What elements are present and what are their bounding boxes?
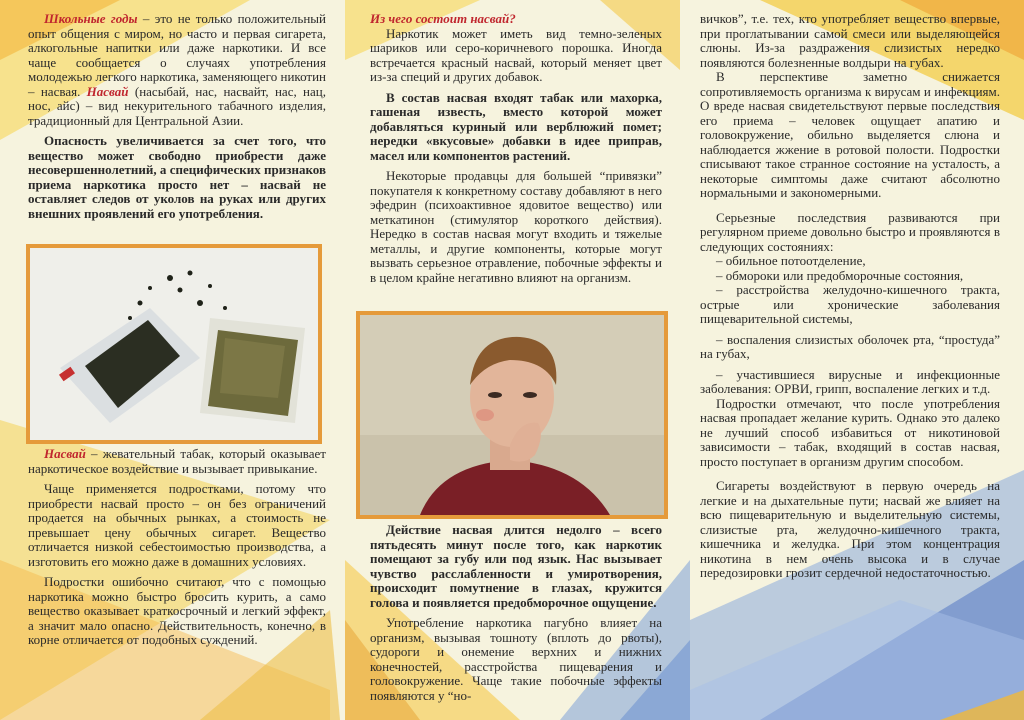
column-middle-top [370, 12, 662, 285]
nasvay-bags-photo [26, 244, 322, 444]
paragraph-composition: В состав насвая входят табак или махорка, гашеная известь, вместо которой может добавляться куриный или верблюжий помет; нередки «вкусовые» добавки в идее приправ, масел или компонентов растений. [370, 89, 662, 163]
nasvay-def-text: – жевательный табак, который оказывает наркотическое воздействие и вызывает привыкание. [28, 446, 326, 476]
paragraph-teens-use: Чаще применяется подростками, потому что приобрести насвай просто – он без ограничений продается на обычных рынках, а стоимость не превышает цену обычных сигарет. Вещество отличается низкой себестоимостью производства, а изготовить его можно даже в домашних условиях. [28, 481, 326, 569]
column-right [700, 12, 1000, 581]
paragraph-harm: Употребление наркотика пагубно влияет на организм, вызывая тошноту (вплоть до рвоты), судороги и онемение верхних и нижних конечностей, расстройства пищеварения и головокружение. Чаще такие побочные эффекты появляются у “но- [370, 615, 662, 703]
paragraph-danger: Опасность увеличивается за счет того, что вещество может свободно приобрести даже несовершеннолетний, а специфических признаков приема наркотика просто нет – насвай не оставляет следов от уколов на руках или других внешних проявлений его употребления. [28, 133, 326, 221]
highlight-nasvay: Насвай [86, 83, 129, 99]
intro-text-2: (насыбай, нас, насвайт, нас, нац, нос, айс) – вид некурительного табачного изделия, традиционный для Центральной Азии. [28, 83, 326, 128]
list-item: – участившиеся вирусные и инфекционные заболевания: ОРВИ, грипп, воспаление легких и т.д. [700, 366, 1000, 396]
young-man-image [360, 315, 664, 515]
paragraph-novices: вичков”, т.е. тех, кто употребляет вещество впервые, при проглатывании самой смеси или выделяющейся слюны. Из-за раздражения слизистых нередко появляются болезненные волдыри на губах. [700, 11, 1000, 70]
paragraph-additives: Некоторые продавцы для большей “привязки” покупателя к конкретному составу добавляют в него эфедрин (психоактивное ядовитое вещество) или меткатинон (стимулятор короткого действия). Нередко в состав насвая могут входить и тяжелые металлы, и другие компоненты, которые могут вызвать серьезное отравление, побочные эффекты и в целом крайне негативно влияют на организм. [370, 168, 662, 285]
column-left-top [28, 12, 326, 221]
list-item: – обильное потоотделение, [716, 253, 866, 268]
column-middle-bottom [370, 523, 662, 703]
section-heading-composition: Из чего состоит насвай? [370, 11, 516, 26]
paragraph-misconception: Подростки ошибочно считают, что с помощью наркотика можно быстро бросить курить, а само вещество оказывает краткосрочный и легкий эффект, а значит мало опасно. Действительность, конечно, в корне отличается от подобных суждений. [28, 574, 326, 647]
paragraph-intro [28, 12, 326, 128]
paragraph-nasvay-def [28, 447, 326, 476]
paragraph-effect-duration: Действие насвая длится недолго – всего пятьдесять минут после того, как наркотик помещают за губу или под язык. Нас вызывает чувство расслабленности и умиротворения, происходит помутнение в глазах, кружится голова и появляется предобморочное ощущение. [370, 522, 662, 610]
paragraph-serious-consequences: Серьезные последствия развиваются при регулярном приеме довольно быстро и проявляются в следующих состояниях: [700, 209, 1000, 254]
intro-text: – это не только положительный опыт общения с миром, но часто и первая сигарета, алкогольные напитки или даже наркотики. И все чаще сообщается о случаях употребления молодежью легкого наркотика, заменяющего никотин – насвая. [28, 11, 326, 99]
list-item: – расстройства желудочно-кишечного тракта, острые или хронические заболевания пищеварительной системы, [700, 282, 1000, 326]
highlight-school-years: Школьные годы [44, 11, 138, 26]
paragraph-cigarettes-vs-nasvay: Сигареты воздействуют в первую очередь на легкие и на дыхательные пути; насвай же влияет на всю пищеварительную и выделительную системы, слизистые рта, желудочно-кишечного тракта, кишечника и желудка. При этом концентрация никотина в нем очень высока и в случае передозировки грозит сердечной недостаточностью. [700, 478, 1000, 580]
young-man-photo [356, 311, 668, 519]
highlight-nasvay-2: Насвай [44, 446, 86, 461]
nasvay-bags-image [30, 248, 318, 440]
paragraph-immunity: В перспективе заметно снижается сопротивляемость организма к вирусам и инфекциям. О вреде насвая свидетельствуют первые последствия его приема – человек ощущает апатию и головокружение, обильно выделяется слюна и наблюдается жжение в ротовой полости. Подростки списывают такое странное состояние на усталость, а некоторые симптомы даже считают абсолютно нормальными и закономерными. [700, 69, 1000, 200]
list-item: – обмороки или предобморочные состояния, [716, 267, 964, 283]
paragraph-appearance: Наркотик может иметь вид темно-зеленых шариков или серо-коричневого порошка. Иногда встречается красный насвай, который меняет цвет из-за специй и других добавок. [370, 25, 662, 84]
column-left-bottom [28, 447, 326, 648]
list-item: – воспаления слизистых оболочек рта, “простуда” на губах, [700, 331, 1000, 361]
paragraph-quit-smoking: Подростки отмечают, что после употребления насвая пропадает желание курить. Однако это далеко не лучший способ избавиться от никотиновой зависимости – табак, входящий в состав насвая, просто поступает в организм другим способом. [700, 395, 1000, 469]
